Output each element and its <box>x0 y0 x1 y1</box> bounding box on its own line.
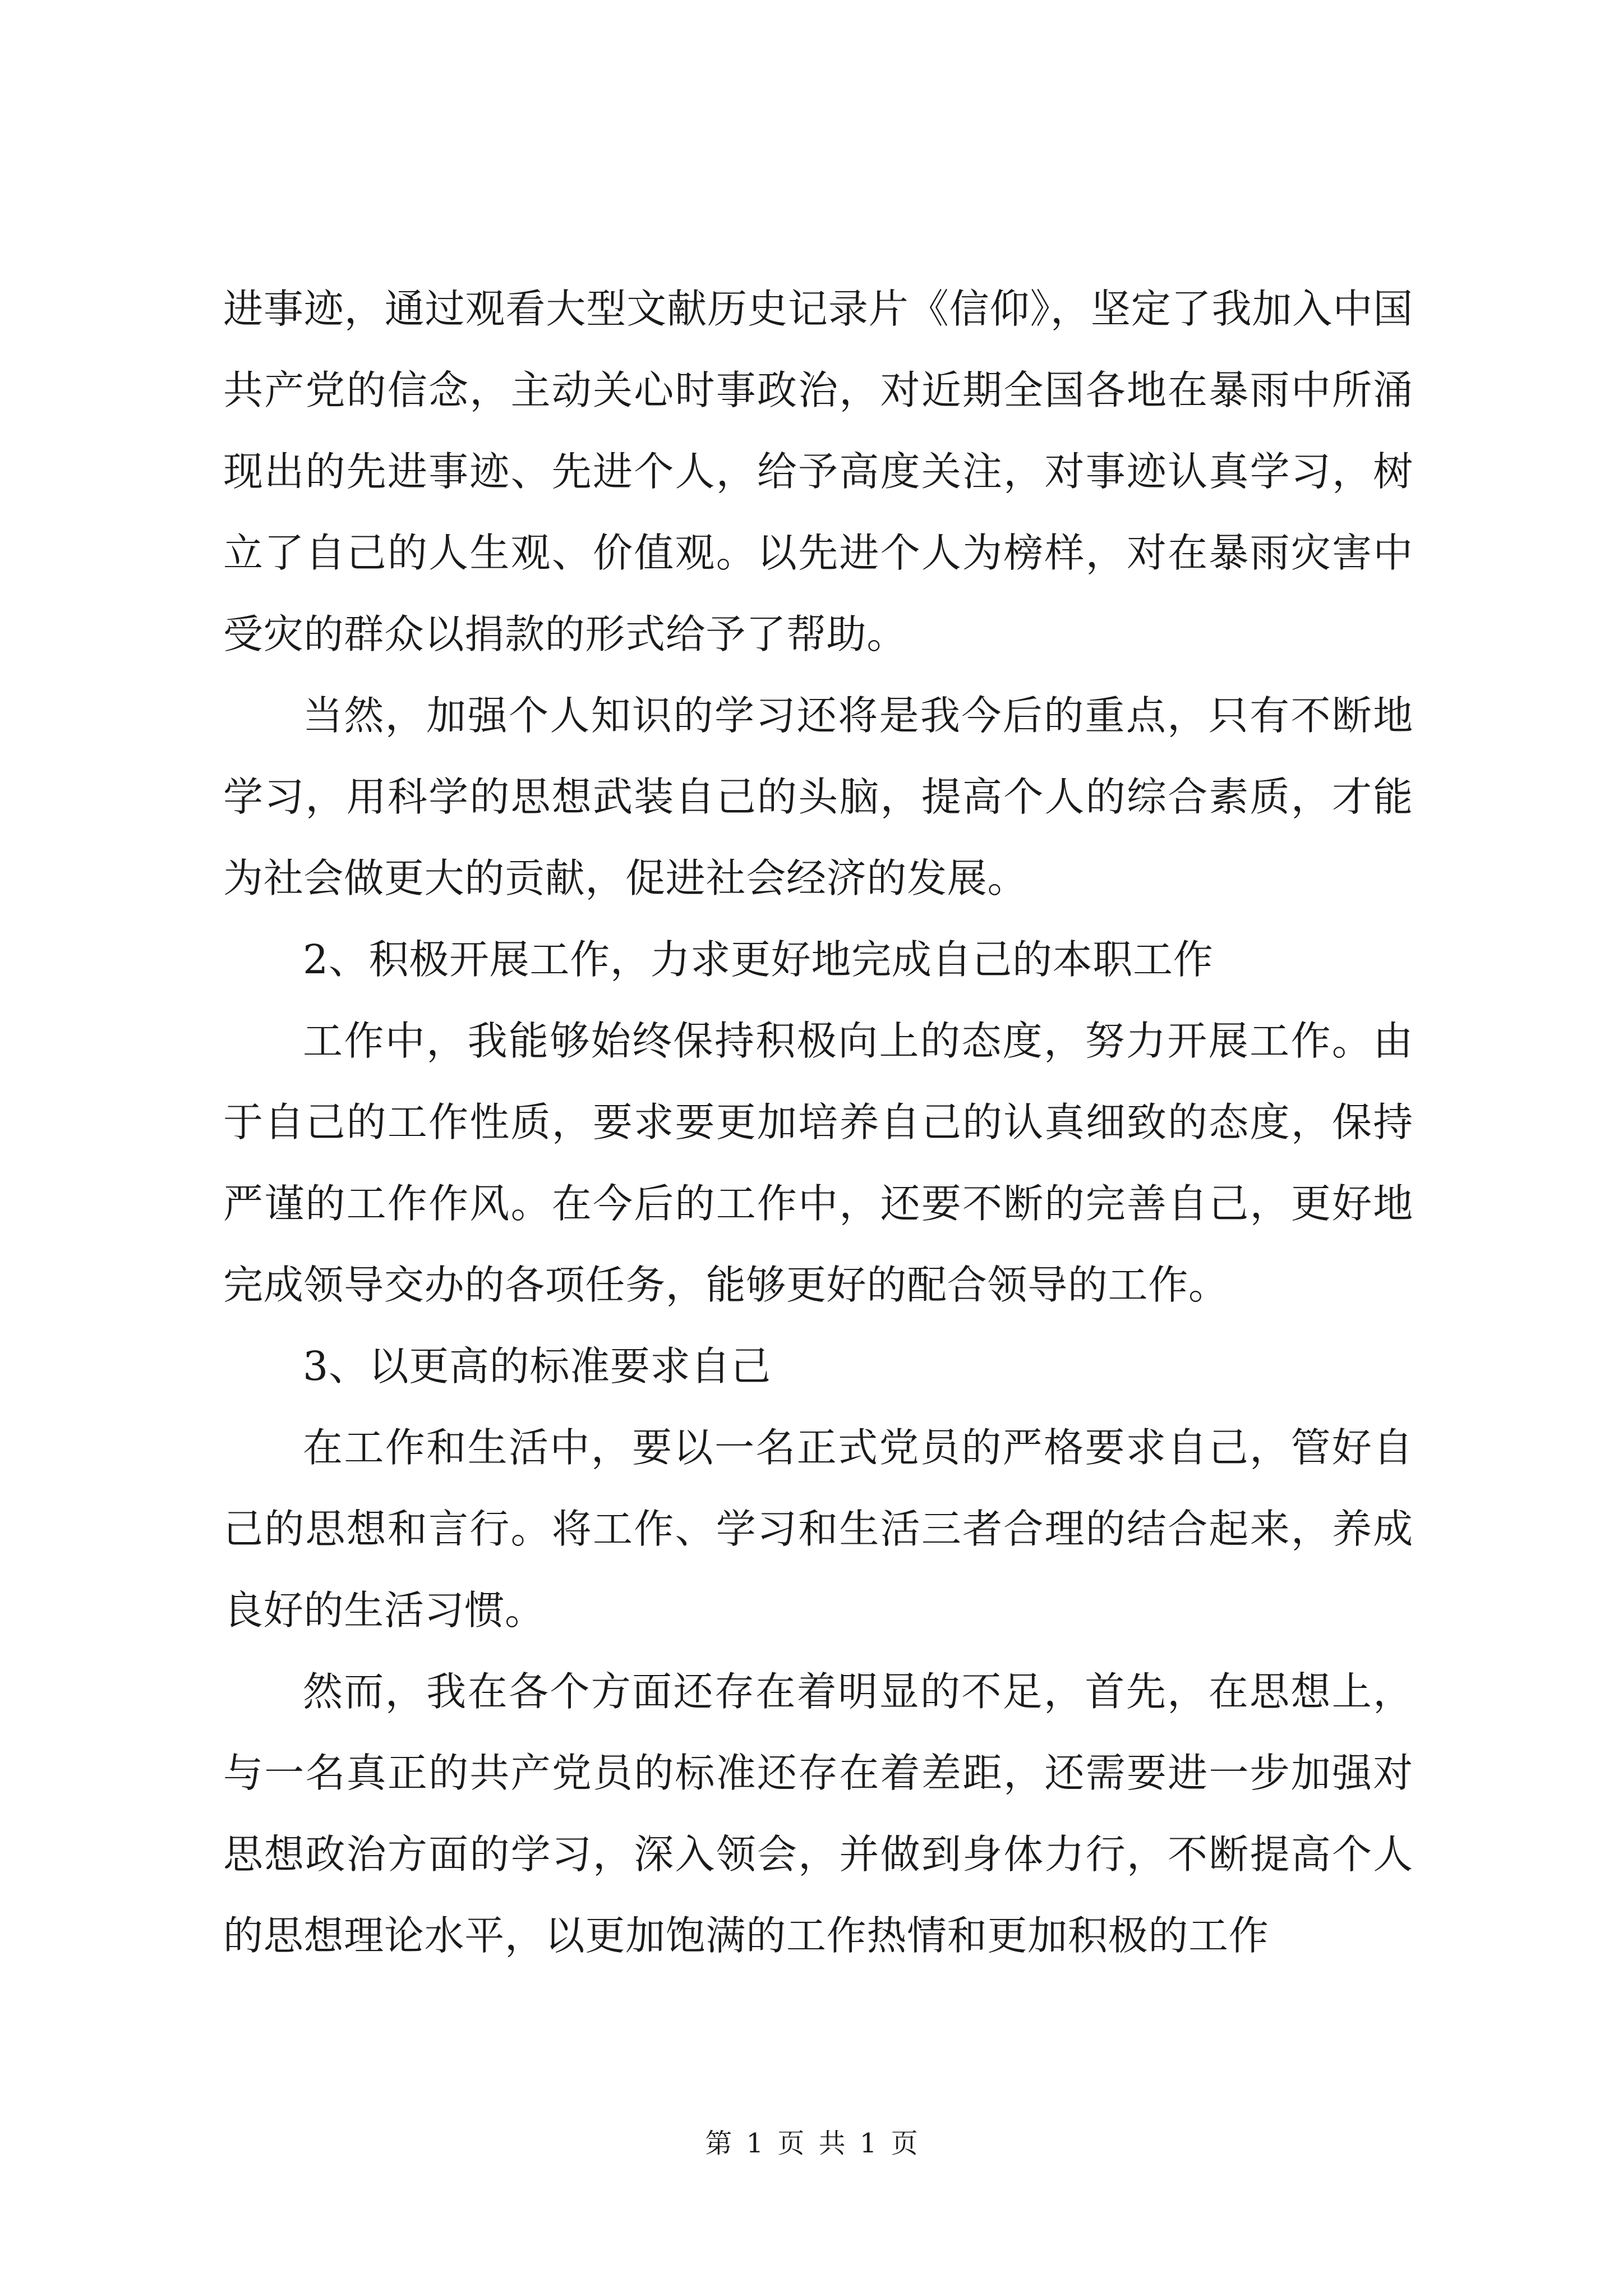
paragraph-5: 然而，我在各个方面还存在着明显的不足，首先，在思想上，与一名真正的共产党员的标准还存在着差距，还需要进一步加强对思想政治方面的学习，深入领会，并做到身体力行，不断提高个人的思想理论水平，以更加饱满的工作热情和更加积极的工作 <box>223 1668 1413 1959</box>
section-heading-2: 2、积极开展工作，力求更好地完成自己的本职工作 <box>303 936 1214 983</box>
page-footer: 第 1 页 共 1 页 <box>705 2128 918 2159</box>
paragraph-4: 在工作和生活中，要以一名正式党员的严格要求自己，管好自己的思想和言行。将工作、学习和生活三者合理的结合起来，养成良好的生活习惯。 <box>223 1424 1413 1634</box>
document-body <box>223 268 1413 1976</box>
paragraph-3: 工作中，我能够始终保持积极向上的态度，努力开展工作。由于自己的工作性质，要求要更加培养自己的认真细致的态度，保持严谨的工作作风。在今后的工作中，还要不断的完善自己，更好地完成领导交办的各项任务，能够更好的配合领导的工作。 <box>223 1018 1413 1308</box>
section-heading-3: 3、以更高的标准要求自己 <box>303 1343 771 1389</box>
paragraph-1: 进事迹，通过观看大型文献历史记录片《信仰》，坚定了我加入中国共产党的信念，主动关心时事政治，对近期全国各地在暴雨中所涌现出的先进事迹、先进个人，给予高度关注，对事迹认真学习，树立了自己的人生观、价值观。以先进个人为榜样，对在暴雨灾害中受灾的群众以捐款的形式给予了帮助。 <box>223 286 1413 657</box>
paragraph-2: 当然，加强个人知识的学习还将是我今后的重点，只有不断地学习，用科学的思想武装自己的头脑，提高个人的综合素质，才能为社会做更大的贡献，促进社会经济的发展。 <box>223 692 1413 901</box>
